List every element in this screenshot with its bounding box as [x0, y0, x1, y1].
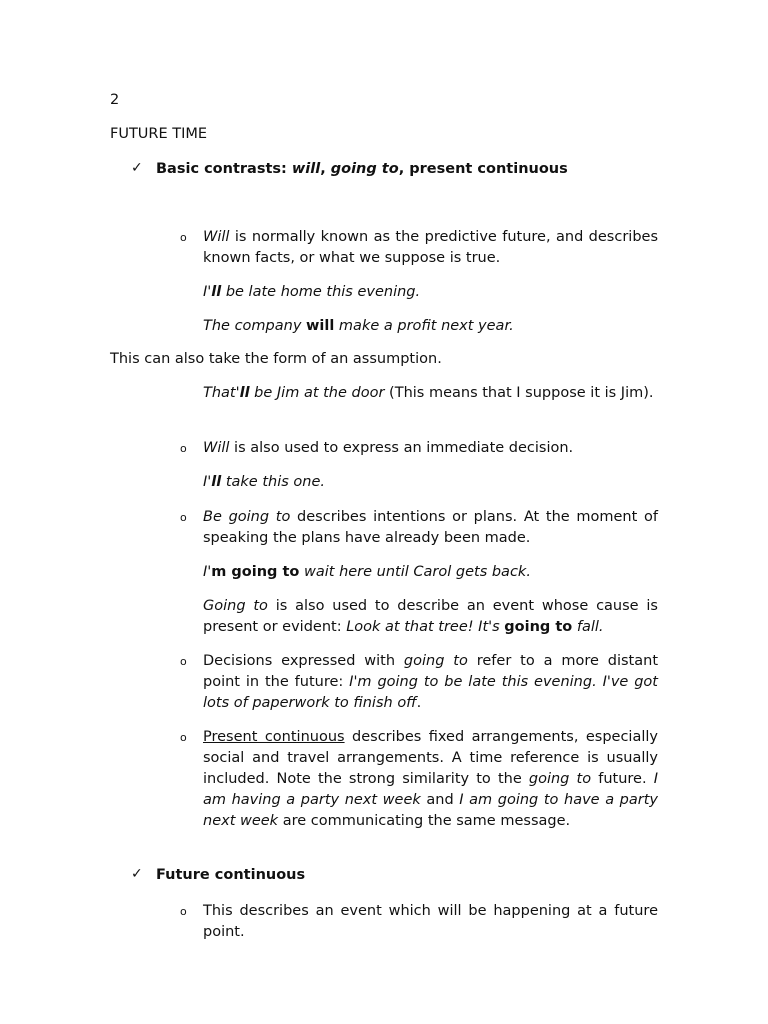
assumption-line: This can also take the form of an assumption.: [110, 351, 442, 367]
example-wait-carol: I'm going to wait here until Carol gets back.: [203, 564, 531, 580]
list-item-decisions-going-to: Decisions expressed with going to refer to a more distant point in the future: I'm going to be late this evening. I've got lots of paperwork to finish off.: [203, 653, 659, 711]
checkmark-icon: ✓: [131, 160, 143, 176]
bullet-icon: o: [180, 905, 187, 918]
bullet-icon: o: [180, 731, 187, 744]
section-title: FUTURE TIME: [110, 126, 208, 142]
example-jim-door: That'll be Jim at the door (This means that I suppose it is Jim).: [203, 385, 654, 401]
bullet-icon: o: [180, 231, 187, 244]
checkmark-icon: ✓: [131, 866, 143, 882]
bullet-icon: o: [180, 442, 187, 455]
example-take-this-one: I'll take this one.: [203, 474, 325, 490]
bullet-icon: o: [180, 655, 187, 668]
bullet-icon: o: [180, 511, 187, 524]
page-number: 2: [110, 92, 120, 108]
heading-basic-contrasts: Basic contrasts: will, going to, present continuous: [156, 161, 568, 177]
list-item-future-continuous: This describes an event which will be happening at a future point.: [203, 903, 658, 940]
list-item-will: Will is normally known as the predictive future, and describes known facts, or what we suppose is true.: [203, 229, 658, 266]
list-item-be-going-to: Be going to describes intentions or plans. At the moment of speaking the plans have already been made.: [203, 509, 658, 546]
example-company-profit: The company will make a profit next year.: [203, 318, 514, 334]
paragraph-going-to-cause: Going to is also used to describe an event whose cause is present or evident: Look at that tree! It's going to fall.: [203, 598, 658, 635]
list-item-present-continuous: Present continuous describes fixed arrangements, especially social and travel arrangements. A time reference is usually included. Note the strong similarity to the going to future. I am having a party next week and I am going to have a party next week are communicating the same message.: [203, 729, 659, 829]
heading-future-continuous: Future continuous: [156, 867, 306, 883]
example-late-home: I'll be late home this evening.: [203, 284, 421, 300]
list-item-immediate-decision: Will is also used to express an immediate decision.: [203, 440, 574, 456]
